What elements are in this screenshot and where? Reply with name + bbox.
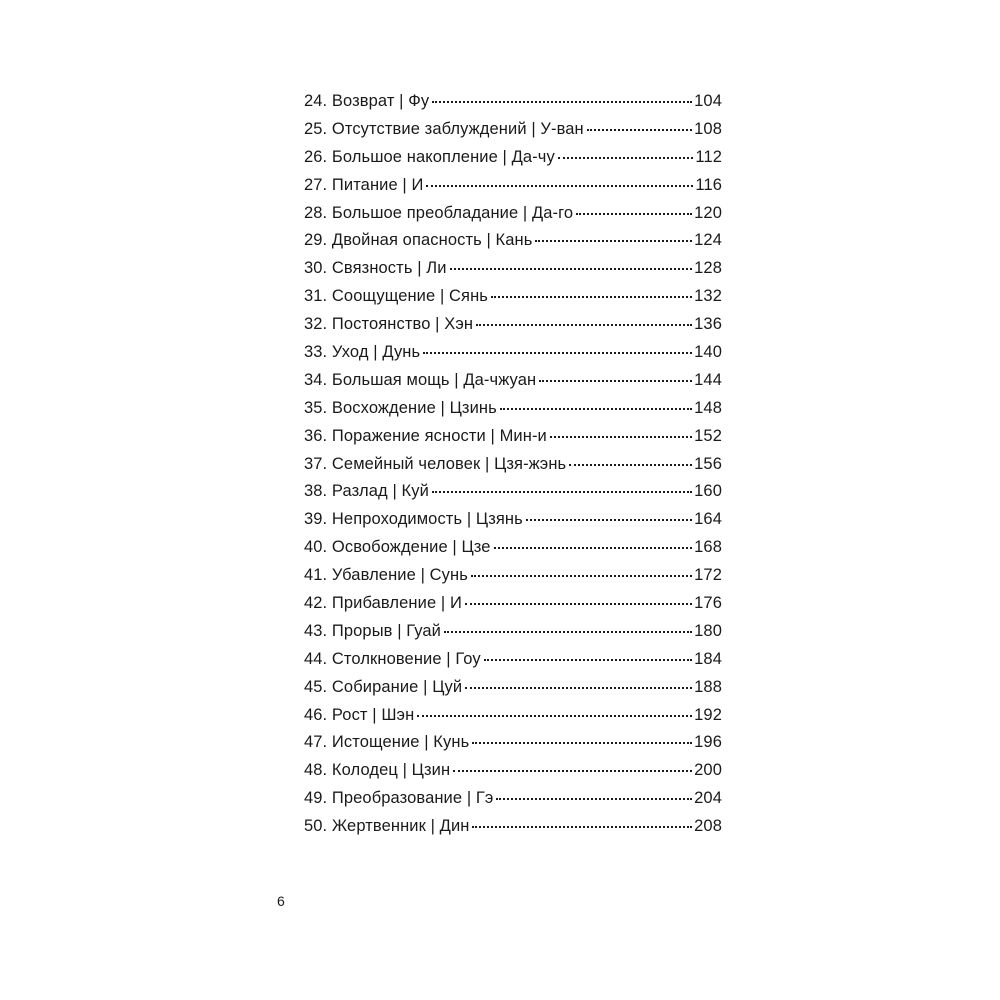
toc-entry (304, 646, 722, 674)
toc-entry-title: 44. Столкновение | Гоу (304, 649, 481, 668)
toc-dot-leader (432, 99, 692, 103)
toc-entry-page: 160 (694, 482, 722, 501)
toc-dot-leader (550, 434, 692, 438)
toc-entry (304, 200, 722, 228)
toc-entry (304, 227, 722, 255)
page-number: 6 (277, 893, 285, 909)
toc-dot-leader (535, 238, 692, 242)
toc-dot-leader (526, 517, 692, 521)
toc-dot-leader (417, 713, 692, 717)
toc-entry-page: 172 (694, 566, 722, 585)
toc-entry-title: 35. Восхождение | Цзинь (304, 398, 497, 417)
toc-entry-page: 152 (694, 426, 722, 445)
toc-entry-page: 140 (694, 343, 722, 362)
toc-entry-page: 200 (694, 761, 722, 780)
toc-dot-leader (423, 350, 692, 354)
toc-entry-title: 33. Уход | Дунь (304, 343, 421, 362)
toc-entry-page: 112 (695, 147, 722, 166)
toc-dot-leader (496, 796, 692, 800)
toc-dot-leader (444, 629, 692, 633)
toc-entry (304, 367, 722, 395)
toc-entry-title: 32. Постоянство | Хэн (304, 315, 474, 334)
toc-entry (304, 785, 722, 813)
toc-entry (304, 534, 722, 562)
toc-entry (304, 757, 722, 785)
toc-entry (304, 88, 722, 116)
toc-dot-leader (491, 294, 692, 298)
toc-entry-page: 156 (694, 454, 722, 473)
toc-entry-page: 176 (694, 594, 722, 613)
toc-entry-title: 41. Убавление | Сунь (304, 566, 468, 585)
toc-dot-leader (472, 740, 692, 744)
toc-dot-leader (472, 824, 692, 828)
toc-dot-leader (484, 657, 692, 661)
toc-dot-leader (494, 545, 693, 549)
toc-entry (304, 423, 722, 451)
toc-entry-title: 42. Прибавление | И (304, 594, 462, 613)
toc-entry-page: 204 (694, 789, 722, 808)
toc-entry (304, 116, 722, 144)
toc-entry (304, 618, 722, 646)
toc-entry-title: 38. Разлад | Куй (304, 482, 429, 501)
toc-dot-leader (471, 573, 692, 577)
toc-dot-leader (500, 406, 692, 410)
toc-entry-page: 188 (694, 677, 722, 696)
toc-entry-page: 104 (694, 92, 722, 110)
toc-entry (304, 144, 722, 172)
toc-entry-title: 50. Жертвенник | Дин (304, 817, 470, 836)
toc-entry-page: 108 (694, 119, 722, 138)
toc-entry-title: 25. Отсутствие заблуждений | У-ван (304, 119, 584, 138)
toc-entry-title: 43. Прорыв | Гуай (304, 621, 441, 640)
toc-entry-page: 184 (694, 649, 722, 668)
toc-entry-title: 49. Преобразование | Гэ (304, 789, 494, 808)
toc-entry (304, 339, 722, 367)
toc-entry (304, 172, 722, 200)
toc-entry-page: 168 (694, 538, 722, 557)
table-of-contents (304, 88, 722, 841)
toc-entry-title: 31. Соощущение | Сянь (304, 287, 488, 306)
toc-entry-title: 46. Рост | Шэн (304, 705, 415, 724)
toc-dot-leader (587, 127, 692, 131)
toc-entry-title: 36. Поражение ясности | Мин-и (304, 426, 547, 445)
toc-dot-leader (432, 489, 692, 493)
toc-entry (304, 451, 722, 479)
toc-entry (304, 255, 722, 283)
toc-entry-title: 40. Освобождение | Цзе (304, 538, 491, 557)
toc-dot-leader (465, 685, 692, 689)
toc-entry-title: 29. Двойная опасность | Кань (304, 231, 533, 250)
toc-entry-title: 45. Собирание | Цуй (304, 677, 463, 696)
toc-entry-page: 208 (694, 817, 722, 836)
toc-entry-title: 48. Колодец | Цзин (304, 761, 451, 780)
toc-dot-leader (539, 378, 692, 382)
toc-entry-page: 148 (694, 398, 722, 417)
toc-entry (304, 813, 722, 841)
toc-entry (304, 590, 722, 618)
toc-entry (304, 283, 722, 311)
toc-entry (304, 674, 722, 702)
toc-entry-page: 132 (694, 287, 722, 306)
toc-entry-page: 196 (694, 733, 722, 752)
toc-entry-page: 136 (694, 315, 722, 334)
toc-dot-leader (576, 211, 692, 215)
toc-entry-page: 128 (694, 259, 722, 278)
toc-entry (304, 562, 722, 590)
toc-entry (304, 506, 722, 534)
toc-entry-page: 120 (694, 203, 722, 222)
toc-dot-leader (426, 183, 693, 187)
toc-entry-page: 124 (694, 231, 722, 250)
toc-entry-title: 37. Семейный человек | Цзя-жэнь (304, 454, 567, 473)
toc-dot-leader (465, 601, 692, 605)
toc-entry-title: 39. Непроходимость | Цзянь (304, 510, 523, 529)
toc-entry-page: 192 (694, 705, 722, 724)
toc-entry (304, 395, 722, 423)
toc-entry-title: 26. Большое накопление | Да-чу (304, 147, 555, 166)
toc-dot-leader (476, 322, 692, 326)
toc-entry (304, 729, 722, 757)
toc-entry (304, 702, 722, 730)
toc-entry-title: 28. Большое преобладание | Да-го (304, 203, 574, 222)
toc-dot-leader (569, 462, 692, 466)
toc-entry-title: 34. Большая мощь | Да-чжуан (304, 370, 537, 389)
toc-entry-page: 180 (694, 621, 722, 640)
toc-entry-title: 24. Возврат | Фу (304, 92, 430, 110)
toc-entry-page: 116 (695, 175, 722, 194)
toc-entry-title: 30. Связность | Ли (304, 259, 447, 278)
toc-dot-leader (453, 768, 692, 772)
toc-entry-page: 144 (694, 370, 722, 389)
toc-entry-page: 164 (694, 510, 722, 529)
toc-dot-leader (558, 155, 694, 159)
toc-entry-title: 47. Истощение | Кунь (304, 733, 470, 752)
toc-entry (304, 311, 722, 339)
toc-dot-leader (450, 266, 693, 270)
toc-entry-title: 27. Питание | И (304, 175, 424, 194)
toc-entry (304, 478, 722, 506)
